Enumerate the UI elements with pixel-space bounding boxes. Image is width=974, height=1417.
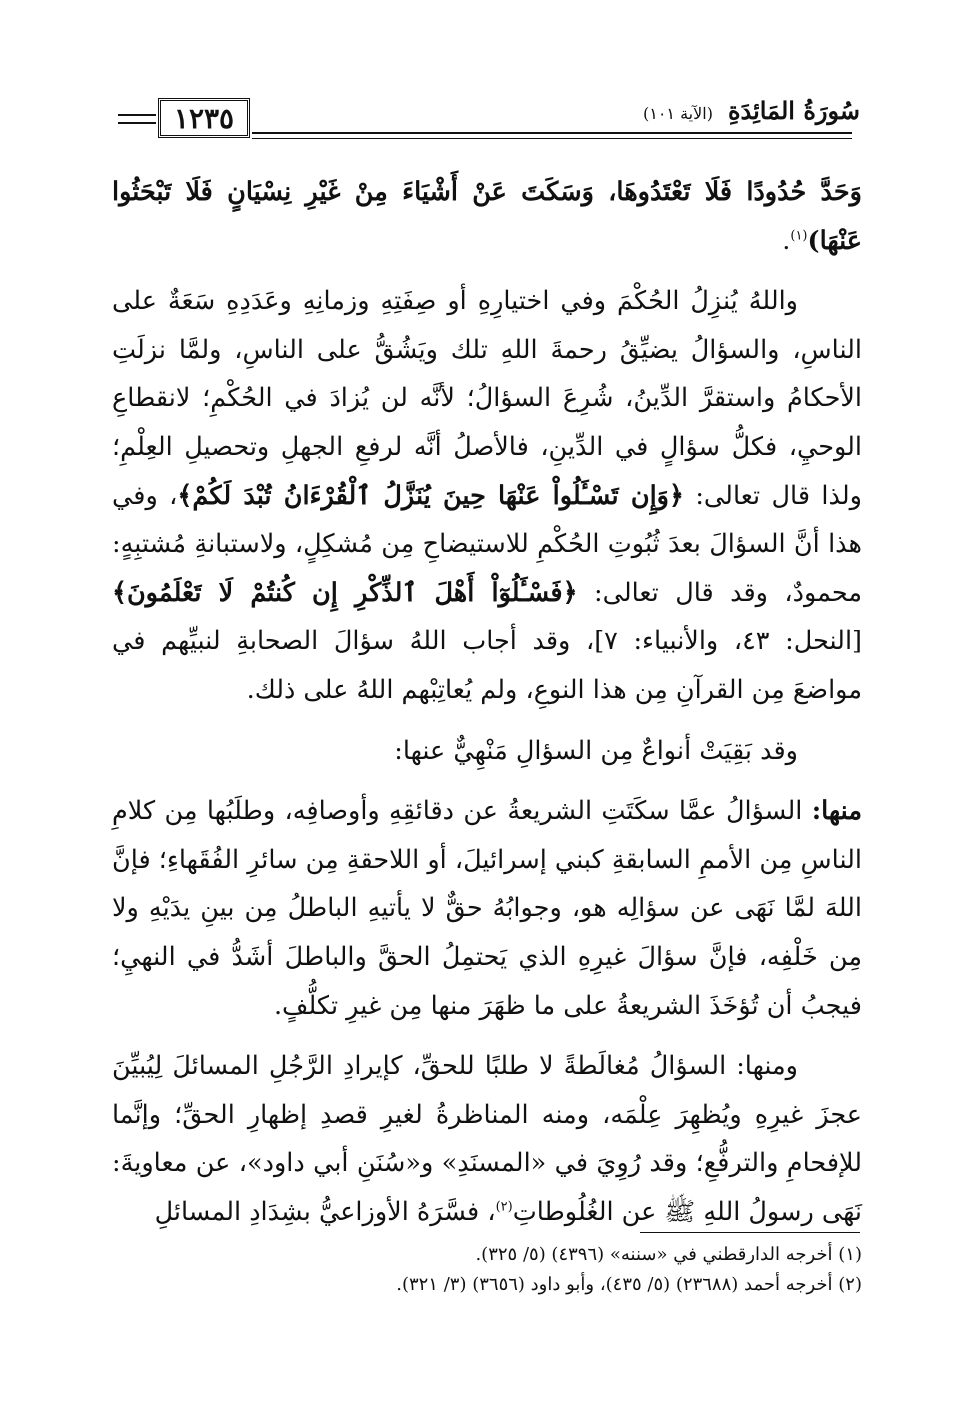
quran-verse-2: ﴿فَسْـَٔلُوٓاْ أَهْلَ ٱلذِّكْرِ إِن كُنتُمْ لَا تَعْلَمُونَ﴾ [112, 577, 578, 608]
footnote-ref-2: (٢) [495, 1199, 513, 1215]
footnotes [112, 1240, 862, 1300]
paragraph-3: وقد بَقِيَتْ أنواعٌ مِن السؤالِ مَنْهِيٌّ عنها: [394, 735, 798, 766]
surah-name: سُورَةُ المَائِدَةِ [727, 96, 860, 125]
footnote-ref-1: (١) [790, 228, 808, 244]
paragraph-2-middle: ، وفي هذا أنَّ السؤالَ بعدَ ثُبُوتِ الحُكْمِ للاستيضاحِ مِن مُشكِلٍ، ولاستبانةِ مُشتبِهٍ: محمودٌ، وقد قال تعالى: [112, 480, 863, 608]
footnote-1: (١) أخرجه الدارقطني في «سننه» (٤٣٩٦) (٥/ ٣٢٥). [475, 1244, 862, 1265]
header-rule-right [252, 132, 852, 139]
footnote-2: (٢) أخرجه أحمد (٢٣٦٨٨) (٥/ ٤٣٥)، وأبو داود (٣٦٥٦) (٣/ ٣٢١). [396, 1274, 862, 1295]
paragraph-5-text: ومنها: السؤالُ مُغالَطةً لا طلبًا للحقِّ، كإيرادِ الرَّجُلِ المسائلَ لِيُبيِّنَ عجزَ غيرِهِ ويُظهِرَ عِلْمَه، ومنه المناظرةُ لغيرِ قصدِ إظهارِ الحقِّ؛ وإنَّما للإفحامِ والترفُّعِ؛ وقد رُوِيَ في «المسنَدِ» و«سُنَنِ أبي داود»، عن معاويةَ: نَهَى رسولُ اللهِ ﷺ عن الغُلُوطاتِ [112, 1051, 862, 1227]
paragraph-4-text: السؤالُ عمَّا سكَتَتِ الشريعةُ عن دقائقِهِ وأوصافِه، وطلَبُها مِن كلامِ الناسِ مِن الأممِ السابقةِ كبني إسرائيلَ، أو اللاحقةِ مِن سائرِ الفُقَهاءِ؛ فإنَّ اللهَ لمَّا نَهَى عن سؤالِه هو، وجوابُهُ حقٌّ لا يأتيهِ الباطلُ مِن بينِ يدَيْهِ ولا مِن خَلْفِه، فإنَّ سؤالَ غيرِهِ الذي يَحتمِلُ الحقَّ والباطلَ أشَدُّ في النهيِ؛ فيجبُ أن تُؤخَذَ الشريعةُ على ما ظهَرَ منها مِن غيرِ تكلُّفٍ. [112, 796, 862, 1021]
paragraph-hadith-end [112, 168, 862, 265]
paragraph-4 [112, 787, 862, 1030]
paragraph-5 [112, 1042, 862, 1236]
paragraph-2-end: [النحل: ٤٣، والأنبياء: ٧]، وقد أجاب اللهُ سؤالَ الصحابةِ لنبيِّهم في مواضعَ مِن القرآنِ مِن هذا النوعِ، ولم يُعاتِبْهم اللهُ على ذلك. [112, 626, 862, 705]
main-text [112, 168, 862, 1248]
running-title [643, 96, 860, 125]
paragraph-4-lead: منها: [811, 796, 863, 827]
paragraph-2 [112, 277, 862, 714]
footnote-separator [640, 1232, 860, 1233]
paragraph-2-text: واللهُ يُنزِلُ الحُكْمَ وفي اختيارِهِ أو صِفَتِهِ وزمانِهِ وعَدَدِهِ سَعَةٌ على الناسِ، والسؤالُ يضيِّقُ رحمةَ اللهِ تلك ويَشُقُّ على الناسِ، ولمَّا نزلَتِ الأحكامُ واستقرَّ الدِّينُ، شُرِعَ السؤالُ؛ لأنَّه لن يُزادَ في الحُكْمِ؛ لانقطاعِ الوحيِ، فكلُّ سؤالٍ في الدِّينِ، فالأصلُ أنَّه لرفعِ الجهلِ وتحصيلِ العِلْمِ؛ ولذا قال تعالى: [112, 286, 862, 511]
page-header [118, 92, 860, 152]
ayah-reference: (الآية ١٠١) [642, 104, 713, 123]
quran-verse-1: ﴿وَإِن تَسْـَٔلُواْ عَنْهَا حِينَ يُنَزَّلُ ٱلْقُرْءَانُ تُبْدَ لَكُمْ﴾ [177, 480, 684, 511]
hadith-end: . [782, 225, 791, 256]
hadith-text: وَحَدَّ حُدُودًا فَلَا تَعْتَدُوهَا، وَسَكَتَ عَنْ أَشْيَاءَ مِنْ غَيْرِ نِسْيَانٍ فَلَا تَبْحَثُوا عَنْهَا) [112, 177, 862, 256]
header-rule-left [118, 114, 156, 124]
page-number: ١٢٣٥ [158, 98, 250, 138]
paragraph-5-end: ، فسَّرَهُ الأوزاعيُّ بشِدَادِ المسائلِ [154, 1196, 496, 1227]
